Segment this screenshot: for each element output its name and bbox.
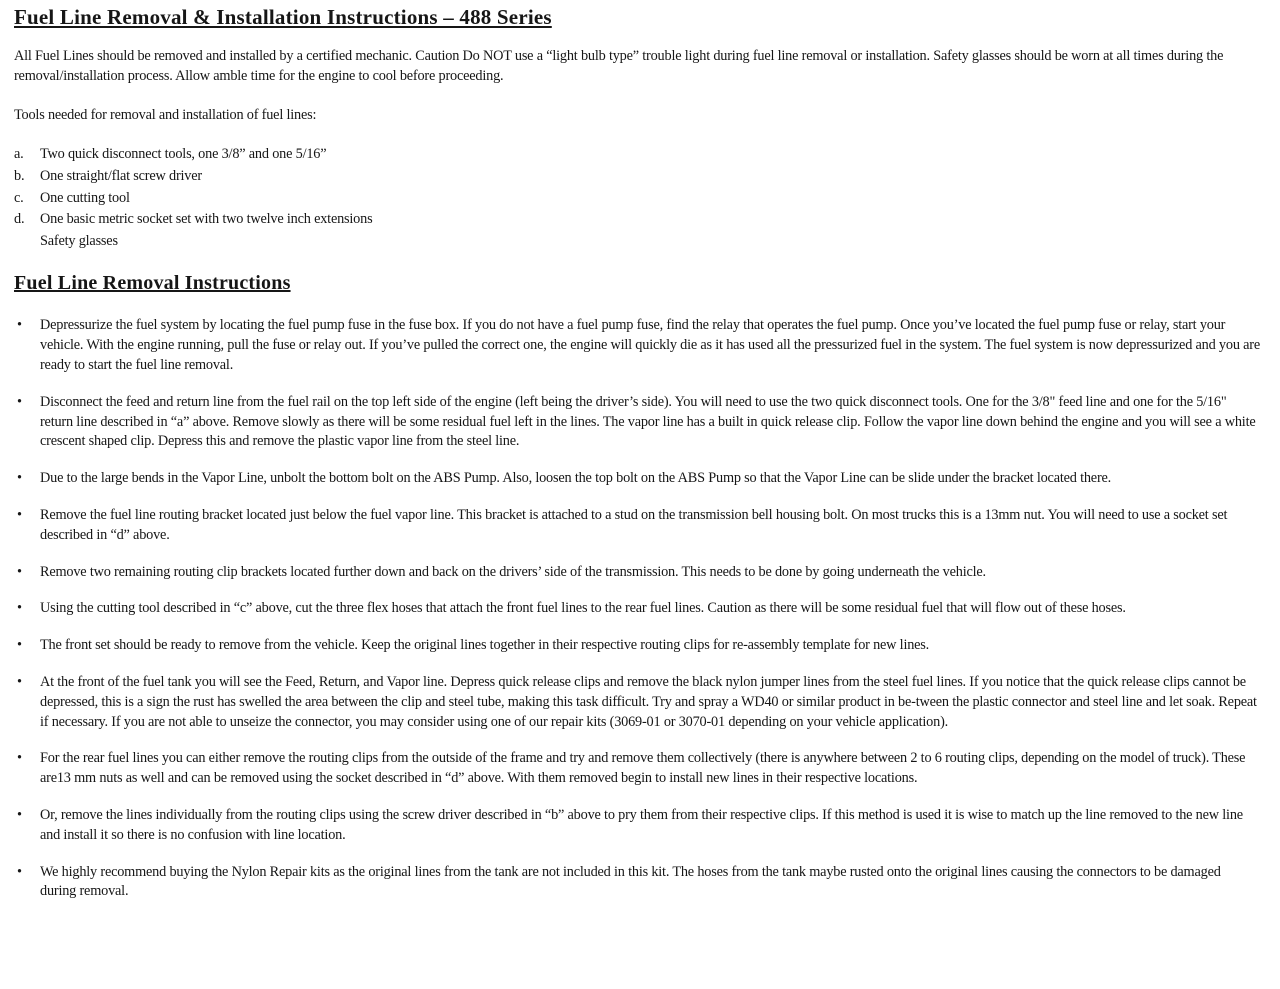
- bullet-marker: •: [17, 563, 22, 580]
- list-item: [14, 673, 1260, 732]
- list-item: [14, 166, 1260, 188]
- list-item-text: One basic metric socket set with two twelve inch extensions: [40, 211, 373, 228]
- list-item-marker: c.: [14, 189, 24, 206]
- bullet-marker: •: [17, 637, 22, 654]
- list-item: [14, 636, 1260, 656]
- list-item-text: The front set should be ready to remove from the vehicle. Keep the original lines together in their respective routing clips for re-assembly template for new lines.: [40, 637, 930, 654]
- bullet-marker: •: [17, 806, 22, 823]
- list-item-text: For the rear fuel lines you can either remove the routing clips from the outside of the frame and try and remove them collectively (there is anywhere between 2 to 6 routing clips, depending on the model of truck). These are13 mm nuts as well and can be removed using the socket described in “d” above. With them removed begin to install new lines in their respective locations.: [40, 750, 1246, 787]
- bullet-marker: •: [17, 470, 22, 487]
- list-item-marker: a.: [14, 146, 24, 163]
- list-item: [14, 599, 1260, 619]
- list-item-text: One straight/flat screw driver: [40, 167, 202, 184]
- list-item: [14, 188, 1260, 210]
- intro-paragraph: All Fuel Lines should be removed and installed by a certified mechanic. Caution Do NOT use a “light bulb type” trouble light during fuel line removal or installation. Safety glasses should be worn at all times during the removal/installation process. Allow amble time for the engine to cool before proceeding.: [14, 48, 1224, 84]
- list-item: [14, 506, 1260, 546]
- list-item-text: Using the cutting tool described in “c” above, cut the three flex hoses that attach the front fuel lines to the rear fuel lines. Caution as there will be some residual fuel that will flow out of these hoses.: [40, 600, 1126, 617]
- list-item-text: Remove two remaining routing clip brackets located further down and back on the drivers’ side of the transmission. This needs to be done by going underneath the vehicle.: [40, 563, 986, 580]
- list-item: [14, 316, 1260, 375]
- bullet-marker: •: [17, 750, 22, 767]
- list-item-text: Due to the large bends in the Vapor Line, unbolt the bottom bolt on the ABS Pump. Also, loosen the top bolt on the ABS Pump so that the Vapor Line can be slide under the bracket located there.: [40, 470, 1112, 487]
- list-item-marker: [14, 231, 40, 253]
- bullet-marker: •: [17, 600, 22, 617]
- list-item-text: Depressurize the fuel system by locating the fuel pump fuse in the fuse box. If you do not have a fuel pump fuse, find the relay that operates the fuel pump. Once you’ve located the fuel pump fuse or relay, start your vehicle. With the engine running, pull the fuse or relay out. If you’ve pulled the correct one, the engine will quickly die as it has used all the pressurized fuel in the system. The fuel system is now depressurized and you are ready to start the fuel line removal.: [40, 317, 1261, 373]
- list-item-marker: d.: [14, 211, 25, 228]
- list-item-text: Disconnect the feed and return line from the fuel rail on the top left side of the engine (left being the driver’s side). You will need to use the two quick disconnect tools. One for the 3/8" feed line and one for the 5/16" return line described in “a” above. Remove slowly as there will be some residual fuel left in the lines. The vapor line has a built in quick release clip. Follow the vapor line down behind the engine and you will see a white crescent shaped clip. Depress this and remove the plastic vapor line from the steel line.: [40, 393, 1256, 450]
- list-item-text: One cutting tool: [40, 189, 130, 206]
- bullet-list: [14, 316, 1260, 902]
- list-item: [14, 563, 1260, 583]
- bullet-marker: •: [17, 863, 22, 880]
- list-item: [14, 469, 1260, 489]
- list-item: [14, 806, 1260, 846]
- tools-heading: Tools needed for removal and installation of fuel lines:: [14, 106, 317, 123]
- list-item-text: Or, remove the lines individually from the routing clips using the screw driver described in “b” above to pry them from their respective clips. If this method is used it is wise to match up the line removed to the new line and install it so there is no confusion with line location.: [40, 806, 1243, 843]
- list-item-text: We highly recommend buying the Nylon Repair kits as the original lines from the tank are not included in this kit. The hoses from the tank maybe rusted onto the original lines causing the connectors to be damaged during removal.: [40, 863, 1221, 900]
- list-item: [14, 144, 1260, 166]
- list-item: [14, 231, 1260, 253]
- list-item: [14, 749, 1260, 789]
- bullet-marker: •: [17, 506, 22, 523]
- section-heading: Fuel Line Removal Instructions: [14, 272, 291, 295]
- list-item: [14, 393, 1260, 452]
- list-item: [14, 209, 1260, 231]
- list-item: [14, 863, 1260, 903]
- list-item-marker: b.: [14, 167, 25, 184]
- bullet-marker: •: [17, 673, 22, 690]
- tools-list: [14, 144, 1260, 252]
- page-title: Fuel Line Removal & Installation Instructions – 488 Series: [14, 5, 552, 29]
- bullet-marker: •: [17, 317, 22, 334]
- list-item-text: At the front of the fuel tank you will see the Feed, Return, and Vapor line. Depress quick release clips and remove the black nylon jumper lines from the steel fuel lines. If you notice that the quick release clips cannot be depressed, this is a sign the rust has swelled the area between the clip and steel tube, making this task difficult. Try and spray a WD40 or similar product in be-tween the plastic connector and steel line and let soak. Repeat if necessary. If you are not able to unseize the connector, you may consider using one of our repair kits (3069-01 or 3070-01 depending on your vehicle application).: [40, 673, 1257, 730]
- list-item-text: Safety glasses: [40, 232, 118, 249]
- list-item-text: Remove the fuel line routing bracket located just below the fuel vapor line. This bracket is attached to a stud on the transmission bell housing bolt. On most trucks this is a 13mm nut. You will need to use a socket set described in “d” above.: [40, 506, 1228, 543]
- bullet-marker: •: [17, 393, 22, 410]
- list-item-text: Two quick disconnect tools, one 3/8” and one 5/16”: [40, 146, 327, 163]
